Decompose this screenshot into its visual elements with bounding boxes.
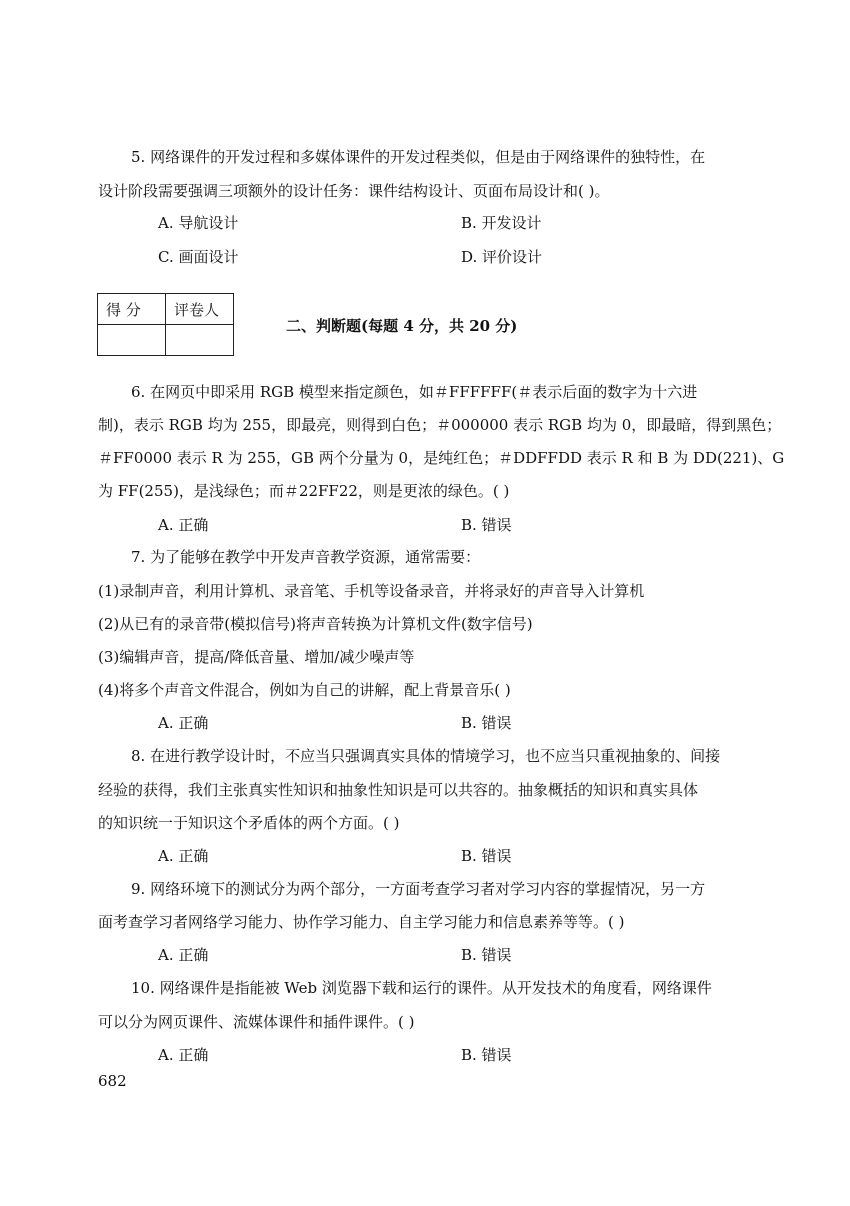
q6-line-3: ＃FF0000 表示 R 为 255，GB 两个分量为 0，是纯红色；＃DDFFDD 表示 R 和 B 为 DD(221)、G — [98, 449, 785, 467]
q6-line-2: 制)，表示 RGB 均为 255，即最亮，则得到白色；＃000000 表示 RGB 均为 0，即最暗，得到黑色； — [98, 416, 782, 434]
q5-line-2: 设计阶段需要强调三项额外的设计任务：课件结构设计、页面布局设计和( )。 — [98, 182, 610, 200]
grader-label: 评卷人 — [166, 294, 234, 325]
q10-line-1: 10. 网络课件是指能被 Web 浏览器下载和运行的课件。从开发技术的角度看，网络课件 — [131, 979, 712, 997]
q5-option-c: C. 画面设计 — [158, 248, 239, 266]
q6-line-4: 为 FF(255)，是浅绿色；而＃22FF22，则是更浓的绿色。( ) — [98, 482, 510, 500]
q7-line-3: (2)从已有的录音带(模拟信号)将声音转换为计算机文件(数字信号) — [98, 615, 533, 633]
q7-line-4: (3)编辑声音，提高/降低音量、增加/减少噪声等 — [98, 648, 415, 666]
q8-line-3: 的知识统一于知识这个矛盾体的两个方面。( ) — [98, 814, 400, 832]
score-label: 得 分 — [98, 294, 166, 325]
score-box — [97, 293, 234, 356]
q6-option-b: B. 错误 — [461, 516, 512, 534]
q9-option-a: A. 正确 — [158, 946, 209, 964]
q10-option-b: B. 错误 — [461, 1046, 512, 1064]
q7-line-5: (4)将多个声音文件混合，例如为自己的讲解，配上背景音乐( ) — [98, 681, 511, 699]
section-title: 二、判断题(每题 4 分，共 20 分) — [286, 317, 518, 335]
q5-option-d: D. 评价设计 — [461, 248, 543, 266]
q9-line-1: 9. 网络环境下的测试分为两个部分，一方面考查学习者对学习内容的掌握情况，另一方 — [131, 880, 706, 898]
q7-option-a: A. 正确 — [158, 714, 209, 732]
grader-cell — [166, 325, 234, 356]
q5-option-a: A. 导航设计 — [158, 214, 239, 232]
q6-line-1: 6. 在网页中即采用 RGB 模型来指定颜色，如＃FFFFFF(＃表示后面的数字为十六进 — [131, 383, 698, 401]
q8-option-a: A. 正确 — [158, 847, 209, 865]
q9-option-b: B. 错误 — [461, 946, 512, 964]
page-number: 682 — [98, 1072, 127, 1090]
q7-option-b: B. 错误 — [461, 714, 512, 732]
q6-option-a: A. 正确 — [158, 516, 209, 534]
q10-option-a: A. 正确 — [158, 1046, 209, 1064]
q8-line-2: 经验的获得，我们主张真实性知识和抽象性知识是可以共容的。抽象概括的知识和真实具体 — [98, 781, 699, 799]
q9-line-2: 面考查学习者网络学习能力、协作学习能力、自主学习能力和信息素养等等。( ) — [98, 913, 625, 931]
q8-option-b: B. 错误 — [461, 847, 512, 865]
q5-line-1: 5. 网络课件的开发过程和多媒体课件的开发过程类似，但是由于网络课件的独特性，在 — [131, 148, 706, 166]
q10-line-2: 可以分为网页课件、流媒体课件和插件课件。( ) — [98, 1013, 415, 1031]
q8-line-1: 8. 在进行教学设计时，不应当只强调真实具体的情境学习，也不应当只重视抽象的、间接 — [131, 747, 721, 765]
q7-line-1: 7. 为了能够在教学中开发声音教学资源，通常需要： — [131, 548, 481, 566]
q5-option-b: B. 开发设计 — [461, 214, 542, 232]
q7-line-2: (1)录制声音，利用计算机、录音笔、手机等设备录音，并将录好的声音导入计算机 — [98, 582, 645, 600]
score-cell — [98, 325, 166, 356]
